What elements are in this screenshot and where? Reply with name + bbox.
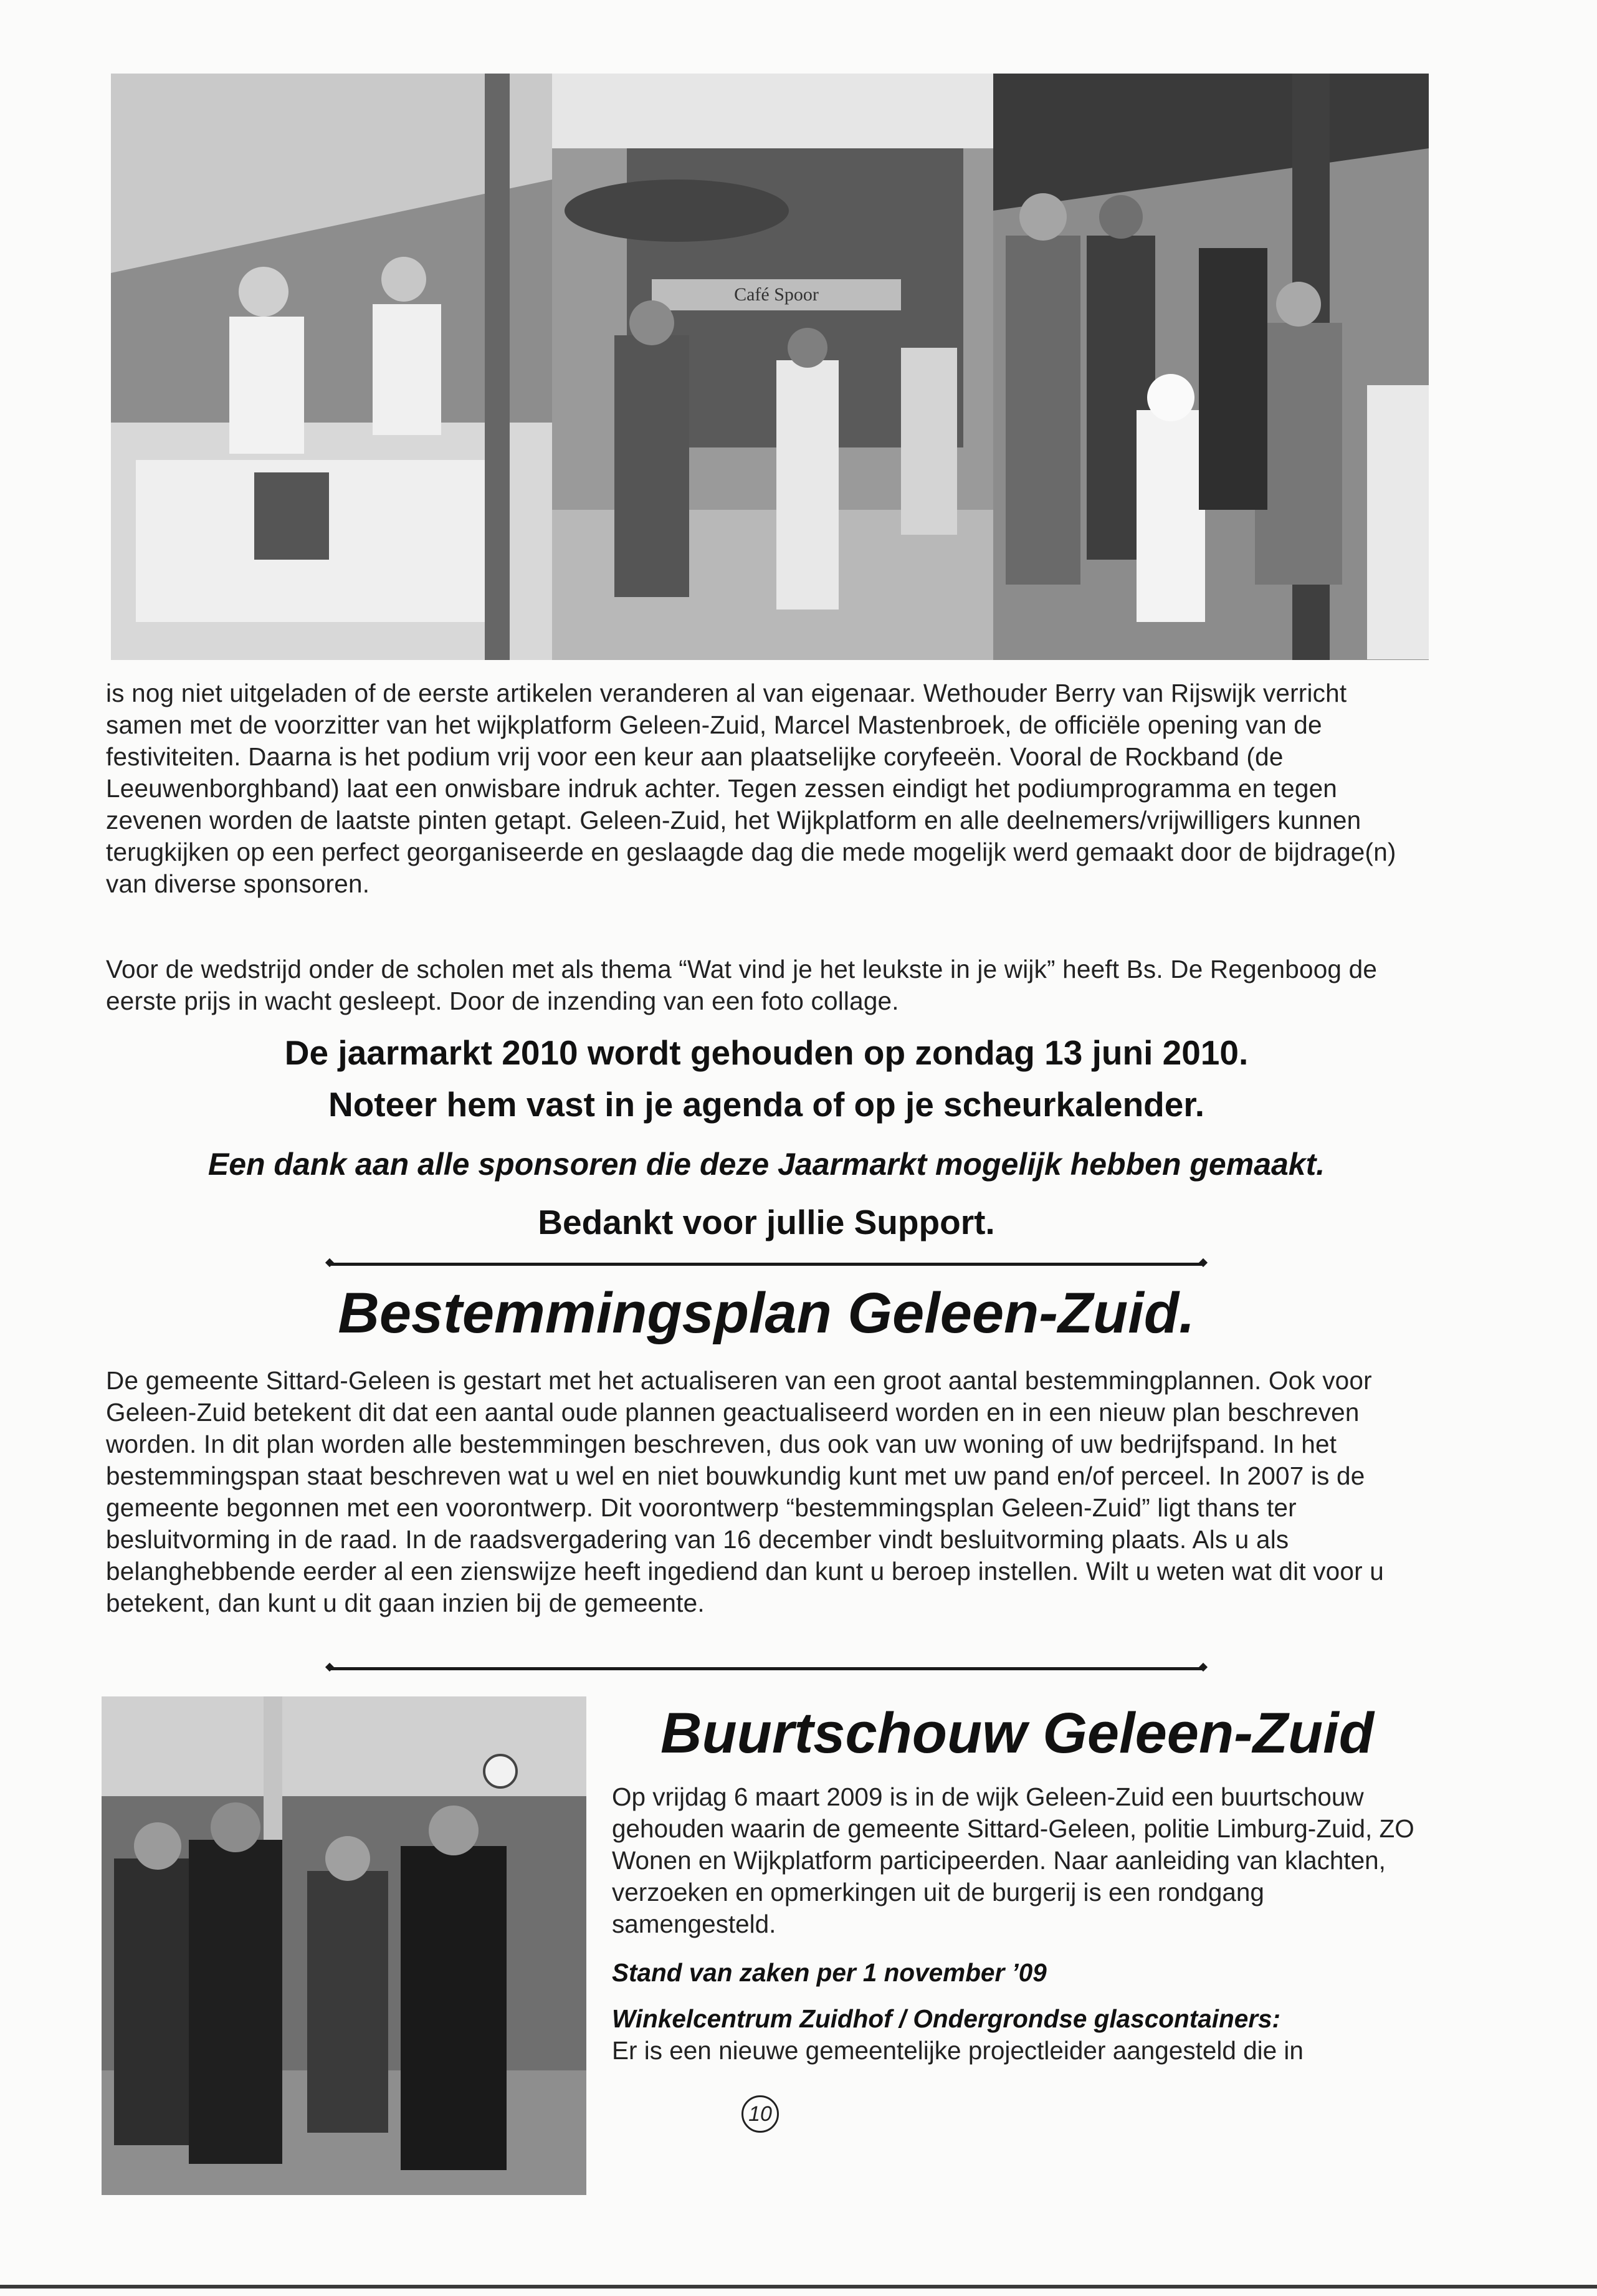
jaarmarkt-date-announcement: De jaarmarkt 2010 wordt gehouden op zondag 13 juni 2010. [284, 1033, 1249, 1072]
wedstrijd-paragraph: Voor de wedstrijd onder de scholen met als thema “Wat vind je het leukste in je wijk” heeft Bs. De Regenboog de eerste prijs in wacht gesleept. Door de inzending van een foto collage. [106, 955, 1378, 1015]
intro-paragraph: is nog niet uitgeladen of de eerste artikelen veranderen al van eigenaar. Wethouder Berry van Rijswijk verricht samen met de voorzitter van het wijkplatform Geleen-Zuid, Marcel Mastenbroek, de officiële opening van de festiviteiten. Daarna is het podium vrij voor een keur aan plaatselijke coryfeeën. Vooral de Rockband (de Leeuwenborghband) laat een onwisbare indruk achter. Tegen zessen eindigt het podiumprogramma en tegen zevenen worden de laatste pinten getapt. Geleen-Zuid, het Wijkplatform en alle deelnemers/vrijwilligers kunnen terugkijken op een perfect georganiseerde en geslaagde dag die mede mogelijk werd gemaakt door de bijdrage(n) van diverse sponsoren. [106, 679, 1396, 898]
cafe-terrace-photo [552, 74, 993, 660]
winkelcentrum-subheading: Winkelcentrum Zuidhof / Ondergrondse glascontainers: [612, 2004, 1281, 2033]
status-subheading: Stand van zaken per 1 november ’09 [612, 1958, 1047, 1987]
buurtschouw-paragraph: Op vrijdag 6 maart 2009 is in de wijk Geleen-Zuid een buurtschouw gehouden waarin de gemeente Sittard-Geleen, politie Limburg-Zuid, ZO Wonen en Wijkplatform participeerden. Naar aanleiding van klachten, verzoeken en opmerkingen uit de burgerij is een rondgang samengesteld. [612, 1782, 1414, 1938]
page-number: 10 [741, 2095, 779, 2133]
section-divider [330, 1263, 1203, 1266]
visitors-photo [993, 74, 1429, 660]
bestemmingsplan-heading: Bestemmingsplan Geleen-Zuid. [338, 1281, 1195, 1345]
agenda-reminder: Noteer hem vast in je agenda of op je scheurkalender. [328, 1085, 1205, 1124]
market-stall-photo [111, 74, 552, 660]
page-edge-line [0, 2285, 1597, 2289]
buurtschouw-heading: Buurtschouw Geleen-Zuid [660, 1701, 1374, 1765]
winkelcentrum-text: Er is een nieuwe gemeentelijke projectleider aangesteld die in [612, 2036, 1304, 2065]
section-divider [330, 1667, 1203, 1670]
support-thanks: Bedankt voor jullie Support. [538, 1203, 995, 1241]
bestemmingsplan-paragraph: De gemeente Sittard-Geleen is gestart met het actualiseren van een groot aantal bestemmingplannen. Ook voor Geleen-Zuid betekent dit dat een aantal oude plannen geactualiseerd worden en in een nieuw plan beschreven worden. In dit plan worden alle bestemmingen beschreven, dus ook van uw woning of uw bedrijfspand. In het bestemmingspan staat beschreven wat u wel en niet bouwkundig kunt met uw pand en/of perceel. In 2007 is de gemeente begonnen met een voorontwerp. Dit voorontwerp “bestemmingsplan Geleen-Zuid” ligt thans ter besluitvorming in de raad. In de raadsvergadering van 16 december vindt besluitvorming plaats. Als u als belanghebbende eerder al een zienswijze heeft ingediend dan kunt u beroep instellen. Wilt u weten wat dit voor u betekent, dan kunt u dit gaan inzien bij de gemeente. [106, 1366, 1384, 1617]
cafe-sign-text: Café Spoor [734, 284, 819, 305]
buurtschouw-photo [102, 1696, 586, 2195]
photo-collage [111, 74, 1429, 660]
sponsor-thanks: Een dank aan alle sponsoren die deze Jaarmarkt mogelijk hebben gemaakt. [207, 1147, 1325, 1182]
